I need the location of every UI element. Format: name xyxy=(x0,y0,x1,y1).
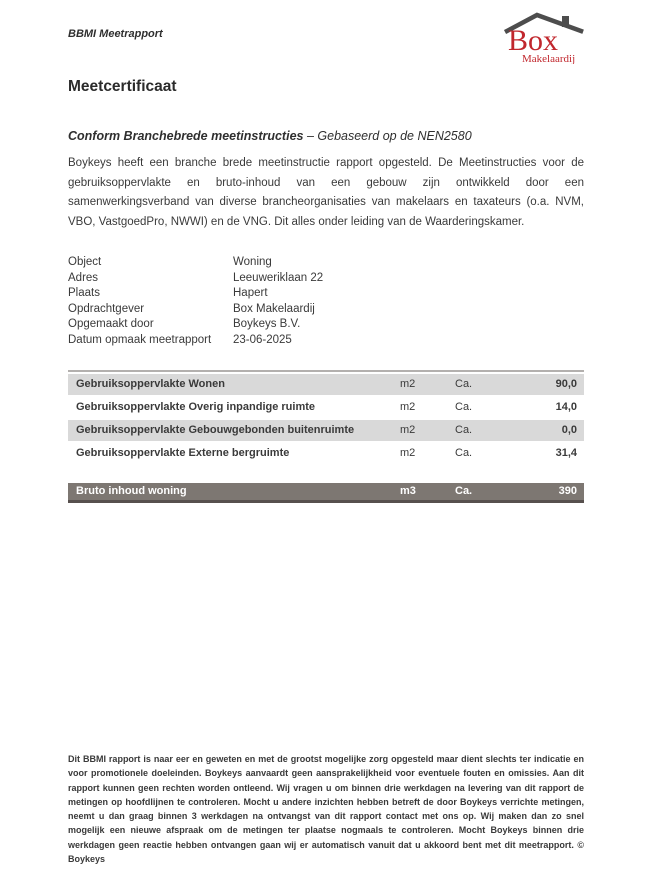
page-content xyxy=(68,0,584,503)
measurement-unit: m2 xyxy=(400,378,416,391)
section-heading xyxy=(68,129,584,143)
detail-row-object xyxy=(68,255,584,271)
measurement-unit: m2 xyxy=(400,424,416,437)
detail-row-adres xyxy=(68,271,584,287)
measurement-approx: Ca. xyxy=(455,378,473,391)
total-value: 390 xyxy=(558,485,577,498)
section-heading-bold: Conform Branchebrede meetinstructies xyxy=(68,129,304,143)
logo-graphic xyxy=(504,12,584,64)
property-details-list xyxy=(68,255,584,349)
table-row xyxy=(68,397,584,418)
measurement-approx: Ca. xyxy=(455,401,473,414)
total-approx: Ca. xyxy=(455,485,473,498)
detail-value: Boykeys B.V. xyxy=(233,318,301,331)
report-type-label: BBMI Meetrapport xyxy=(68,28,163,40)
intro-paragraph: Boykeys heeft een branche brede meetinstructie rapport opgesteld. De Meetinstructies voor de gebruiksoppervlakte en bruto-inhoud van een gebouw zijn ontwikkeld door een samenwerkingsverband van diverse brancheorganisaties van makelaars en taxateurs (o.a. NVM, VBO, VastgoedPro, NWWI) en de VNG. Dit alles onder leiding van de Waarderingskamer. xyxy=(68,157,584,228)
detail-label: Adres xyxy=(68,271,99,284)
total-label: Bruto inhoud woning xyxy=(76,485,187,498)
detail-label: Object xyxy=(68,256,102,268)
measurement-approx: Ca. xyxy=(455,447,473,460)
measurement-value: 31,4 xyxy=(555,447,577,460)
detail-row-datum xyxy=(68,333,584,349)
box-makelaardij-logo xyxy=(504,12,584,64)
disclaimer-text: Dit BBMI rapport is naar eer en geweten en met de grootst mogelijke zorg opgesteld maar dient slechts ter indicatie en voor promotionele doeleinden. Boykeys aanvaardt geen aansprakelijkheid voor eventuele fouten en omissies. Aan dit rapport kunnen geen rechten worden ontleend. Wij vragen u om binnen drie werkdagen na levering van dit rapport de metingen op hoofdlijnen te controleren. Mocht u andere inzichten hebben betreft de door Boykeys verrichte metingen, neemt u dan graag binnen 3 werkdagen na ontvangst van dit rapport contact met ons op. Wij maken dan zo snel mogelijk een nieuwe afspraak om de metingen ter plaatse nogmaals te controleren. Mocht Boykeys binnen drie werkdagen geen reactie hebben ontvangen gaan wij er automatisch vanuit dat u akkoord bent met dit meetrapport. © Boykeys xyxy=(68,754,584,865)
measurement-label: Gebruiksoppervlakte Externe bergruimte xyxy=(76,447,290,460)
detail-value: Leeuweriklaan 22 xyxy=(233,271,324,284)
total-row-bruto-inhoud xyxy=(68,483,584,503)
detail-label: Opdrachtgever xyxy=(68,302,145,315)
table-row xyxy=(68,374,584,395)
detail-value: Hapert xyxy=(233,287,268,300)
detail-row-plaats xyxy=(68,286,584,302)
measurements-table xyxy=(68,370,584,464)
detail-value: Box Makelaardij xyxy=(233,302,315,315)
logo-subtitle-text: Makelaardij xyxy=(522,53,576,64)
detail-label: Datum opmaak meetrapport xyxy=(68,333,212,346)
measurement-label: Gebruiksoppervlakte Wonen xyxy=(76,378,225,391)
measurement-value: 90,0 xyxy=(555,378,577,391)
detail-value: 23-06-2025 xyxy=(233,333,292,346)
detail-row-opdrachtgever xyxy=(68,302,584,318)
measurement-value: 14,0 xyxy=(555,401,577,414)
measurement-value: 0,0 xyxy=(561,424,577,437)
page-title: Meetcertificaat xyxy=(68,78,177,95)
measurement-label: Gebruiksoppervlakte Gebouwgebonden buitenruimte xyxy=(76,424,355,437)
table-row xyxy=(68,443,584,464)
measurement-approx: Ca. xyxy=(455,424,473,437)
total-unit: m3 xyxy=(400,485,416,498)
detail-row-opgemaakt-door xyxy=(68,317,584,333)
page-header xyxy=(68,0,584,64)
measurement-unit: m2 xyxy=(400,447,416,460)
detail-label: Opgemaakt door xyxy=(68,318,154,331)
detail-value: Woning xyxy=(233,256,272,268)
section-heading-italic: – Gebaseerd op de NEN2580 xyxy=(306,129,472,143)
measurement-unit: m2 xyxy=(400,401,416,414)
table-row xyxy=(68,420,584,441)
measurement-label: Gebruiksoppervlakte Overig inpandige ruimte xyxy=(76,401,316,414)
logo-brand-text: Box xyxy=(508,24,559,57)
detail-label: Plaats xyxy=(68,287,100,300)
